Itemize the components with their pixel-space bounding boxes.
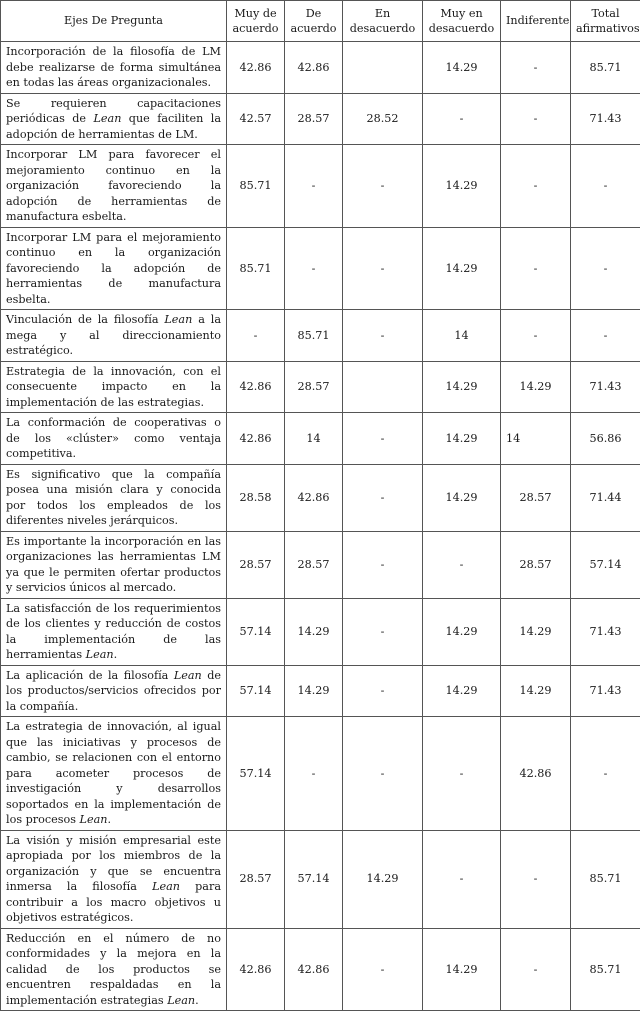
value-cell-total-afirmativos: 71.43 (571, 598, 640, 665)
value-cell-total-afirmativos: 71.43 (571, 361, 640, 413)
value-cell-total-afirmativos: 85.71 (571, 42, 640, 94)
table-row (1, 413, 640, 465)
value-cell-muy-de-acuerdo: 42.86 (227, 928, 285, 1011)
value-cell-muy-en-desacuerdo: 14 (423, 310, 501, 362)
value-cell-en-desacuerdo: 14.29 (343, 830, 423, 928)
table-row (1, 145, 640, 228)
question-text: La estrategia de innovación, al igual que las iniciativas y procesos de cambio, se relacionen con el entorno para acometer procesos de investigación y desarrollos soportados en la implementación de los procesos (6, 720, 221, 826)
value-cell-de-acuerdo: - (285, 717, 343, 831)
question-text: . (107, 813, 111, 826)
value-cell-en-desacuerdo: - (343, 665, 423, 717)
value-cell-muy-de-acuerdo: 57.14 (227, 717, 285, 831)
value-cell-muy-en-desacuerdo: - (423, 717, 501, 831)
value-cell-muy-en-desacuerdo: - (423, 531, 501, 598)
question-text: Es importante la incorporación en las organizaciones las herramientas LM ya que le permiten ofertar productos y servicios únicos al mercado. (6, 535, 221, 595)
value-cell-en-desacuerdo: - (343, 227, 423, 310)
header-questions: Ejes De Pregunta (1, 1, 227, 42)
table-row (1, 928, 640, 1011)
value-cell-de-acuerdo: 57.14 (285, 830, 343, 928)
question-emphasis: Lean (152, 880, 180, 893)
table-header (1, 1, 640, 42)
question-cell (1, 928, 227, 1011)
table-row (1, 93, 640, 145)
header-muy-en-desacuerdo: Muy en desacuerdo (423, 1, 501, 42)
value-cell-de-acuerdo: 28.57 (285, 361, 343, 413)
value-cell-muy-de-acuerdo: - (227, 310, 285, 362)
table-row (1, 361, 640, 413)
value-cell-en-desacuerdo: - (343, 531, 423, 598)
value-cell-en-desacuerdo (343, 42, 423, 94)
value-cell-en-desacuerdo: - (343, 413, 423, 465)
question-cell (1, 413, 227, 465)
value-cell-total-afirmativos: - (571, 145, 640, 228)
question-cell (1, 531, 227, 598)
value-cell-total-afirmativos: - (571, 227, 640, 310)
value-cell-en-desacuerdo: - (343, 464, 423, 531)
value-cell-muy-en-desacuerdo: 14.29 (423, 145, 501, 228)
question-text: para contribuir a los macro objetivos u objetivos estratégicos. (6, 880, 221, 924)
value-cell-muy-de-acuerdo: 85.71 (227, 227, 285, 310)
header-total-afirmativos: Total afirmativos (571, 1, 640, 42)
value-cell-indiferente: 28.57 (501, 531, 571, 598)
value-cell-de-acuerdo: - (285, 227, 343, 310)
question-cell (1, 830, 227, 928)
value-cell-indiferente: - (501, 830, 571, 928)
value-cell-de-acuerdo: - (285, 145, 343, 228)
value-cell-de-acuerdo: 85.71 (285, 310, 343, 362)
value-cell-total-afirmativos: 71.43 (571, 93, 640, 145)
question-text: . (195, 994, 199, 1007)
value-cell-total-afirmativos: - (571, 717, 640, 831)
question-cell (1, 717, 227, 831)
table-row (1, 665, 640, 717)
question-emphasis: Lean (80, 813, 108, 826)
value-cell-muy-de-acuerdo: 42.86 (227, 42, 285, 94)
question-emphasis: Lean (174, 669, 202, 682)
question-cell (1, 42, 227, 94)
table-row (1, 464, 640, 531)
table-row (1, 598, 640, 665)
question-cell (1, 598, 227, 665)
value-cell-en-desacuerdo: - (343, 928, 423, 1011)
value-cell-en-desacuerdo: 28.52 (343, 93, 423, 145)
value-cell-muy-de-acuerdo: 42.57 (227, 93, 285, 145)
value-cell-indiferente: 42.86 (501, 717, 571, 831)
value-cell-muy-de-acuerdo: 42.86 (227, 361, 285, 413)
value-cell-total-afirmativos: 57.14 (571, 531, 640, 598)
value-cell-indiferente: - (501, 93, 571, 145)
value-cell-muy-en-desacuerdo: 14.29 (423, 42, 501, 94)
question-emphasis: Lean (164, 313, 192, 326)
value-cell-de-acuerdo: 42.86 (285, 928, 343, 1011)
header-row (1, 1, 640, 42)
value-cell-total-afirmativos: 85.71 (571, 928, 640, 1011)
value-cell-total-afirmativos: 56.86 (571, 413, 640, 465)
value-cell-indiferente: - (501, 227, 571, 310)
question-emphasis: Lean (86, 648, 114, 661)
value-cell-muy-en-desacuerdo: 14.29 (423, 464, 501, 531)
value-cell-indiferente: 14.29 (501, 598, 571, 665)
value-cell-indiferente: - (501, 42, 571, 94)
question-text: Es significativo que la compañía posea una misión clara y conocida por todos los empleados de los diferentes niveles jerárquicos. (6, 468, 221, 528)
table-row (1, 830, 640, 928)
value-cell-muy-de-acuerdo: 85.71 (227, 145, 285, 228)
question-text: de los productos/servicios ofrecidos por la compañía. (6, 669, 221, 713)
question-text: Incorporar LM para el mejoramiento continuo en la organización favoreciendo la adopción de herramientas de manufactura esbelta. (6, 231, 221, 306)
question-emphasis: Lean (93, 112, 121, 125)
value-cell-en-desacuerdo (343, 361, 423, 413)
value-cell-muy-en-desacuerdo: 14.29 (423, 413, 501, 465)
question-text: Incorporar LM para favorecer el mejoramiento continuo en la organización favoreciendo la adopción de herramientas de manufactura esbelta. (6, 148, 221, 223)
table-row (1, 531, 640, 598)
question-cell (1, 361, 227, 413)
value-cell-en-desacuerdo: - (343, 598, 423, 665)
value-cell-total-afirmativos: - (571, 310, 640, 362)
question-text: a la mega y al direccionamiento estratégico. (6, 313, 221, 357)
header-muy-de-acuerdo: Muy de acuerdo (227, 1, 285, 42)
question-cell (1, 93, 227, 145)
question-cell (1, 227, 227, 310)
question-cell (1, 145, 227, 228)
value-cell-indiferente: - (501, 145, 571, 228)
value-cell-indiferente: - (501, 928, 571, 1011)
value-cell-total-afirmativos: 85.71 (571, 830, 640, 928)
value-cell-en-desacuerdo: - (343, 310, 423, 362)
question-text: . (114, 648, 118, 661)
value-cell-en-desacuerdo: - (343, 717, 423, 831)
value-cell-indiferente: 14.29 (501, 665, 571, 717)
question-text: La aplicación de la filosofía (6, 669, 174, 682)
question-cell (1, 464, 227, 531)
question-text: La conformación de cooperativas o de los «clúster» como ventaja competitiva. (6, 416, 221, 460)
table-row (1, 310, 640, 362)
header-de-acuerdo: De acuerdo (285, 1, 343, 42)
value-cell-indiferente: 14.29 (501, 361, 571, 413)
value-cell-de-acuerdo: 28.57 (285, 93, 343, 145)
value-cell-muy-de-acuerdo: 42.86 (227, 413, 285, 465)
value-cell-de-acuerdo: 14.29 (285, 665, 343, 717)
value-cell-muy-de-acuerdo: 28.57 (227, 830, 285, 928)
value-cell-muy-en-desacuerdo: 14.29 (423, 361, 501, 413)
question-cell (1, 310, 227, 362)
value-cell-de-acuerdo: 14 (285, 413, 343, 465)
table-body (1, 42, 640, 1011)
value-cell-muy-en-desacuerdo: 14.29 (423, 598, 501, 665)
value-cell-muy-de-acuerdo: 28.58 (227, 464, 285, 531)
value-cell-de-acuerdo: 42.86 (285, 42, 343, 94)
value-cell-indiferente: 28.57 (501, 464, 571, 531)
value-cell-muy-en-desacuerdo: 14.29 (423, 665, 501, 717)
value-cell-indiferente: 14 (501, 413, 571, 465)
table-row (1, 717, 640, 831)
value-cell-total-afirmativos: 71.44 (571, 464, 640, 531)
question-text: Estrategia de la innovación, con el consecuente impacto en la implementación de las estrategias. (6, 365, 221, 409)
question-cell (1, 665, 227, 717)
value-cell-de-acuerdo: 14.29 (285, 598, 343, 665)
question-text: Incorporación de la filosofía de LM debe realizarse de forma simultánea en todas las áreas organizacionales. (6, 45, 221, 89)
value-cell-muy-en-desacuerdo: - (423, 93, 501, 145)
question-text: Se requieren capacitaciones periódicas de (6, 97, 221, 126)
value-cell-muy-en-desacuerdo: 14.29 (423, 928, 501, 1011)
value-cell-en-desacuerdo: - (343, 145, 423, 228)
question-text: Vinculación de la filosofía (6, 313, 164, 326)
value-cell-muy-de-acuerdo: 57.14 (227, 598, 285, 665)
header-indiferente: Indiferente (501, 1, 571, 42)
question-text: La visión y misión empresarial este apropiada por los miembros de la organización y que se encuentra inmersa la filosofía (6, 834, 221, 894)
value-cell-de-acuerdo: 28.57 (285, 531, 343, 598)
question-text: La satisfacción de los requerimientos de los clientes y reducción de costos la implementación de las herramientas (6, 602, 221, 662)
value-cell-muy-en-desacuerdo: - (423, 830, 501, 928)
value-cell-indiferente: - (501, 310, 571, 362)
value-cell-muy-de-acuerdo: 28.57 (227, 531, 285, 598)
question-emphasis: Lean (167, 994, 195, 1007)
question-text: que faciliten la adopción de herramientas de LM. (6, 112, 221, 141)
question-text: Reducción en el número de no conformidades y la mejora en la calidad de los productos se encuentren respaldadas en la implementación estrategias (6, 932, 221, 1007)
value-cell-de-acuerdo: 42.86 (285, 464, 343, 531)
header-en-desacuerdo: En desacuerdo (343, 1, 423, 42)
value-cell-muy-en-desacuerdo: 14.29 (423, 227, 501, 310)
table-row (1, 227, 640, 310)
table-row (1, 42, 640, 94)
value-cell-total-afirmativos: 71.43 (571, 665, 640, 717)
value-cell-muy-de-acuerdo: 57.14 (227, 665, 285, 717)
